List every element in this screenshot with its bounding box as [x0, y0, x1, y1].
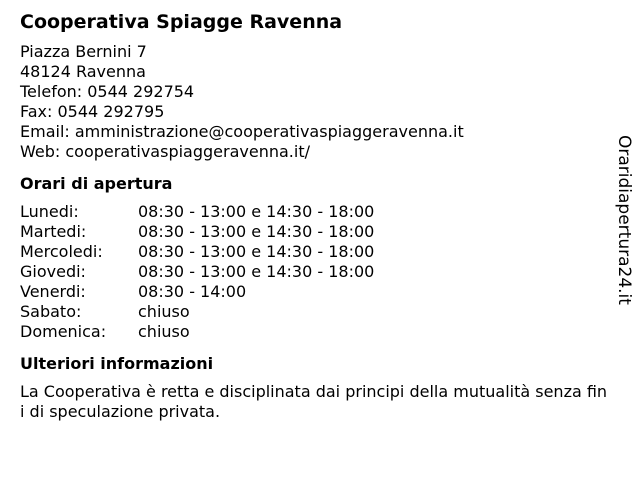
- hours-time: 08:30 - 14:00: [138, 282, 247, 301]
- contact-block: [20, 42, 610, 162]
- address-line-2: 48124 Ravenna: [20, 62, 146, 81]
- hours-day: Lunedi:: [20, 202, 79, 221]
- hours-day: Giovedi:: [20, 262, 86, 281]
- hours-day: Mercoledi:: [20, 242, 103, 261]
- hours-time: chiuso: [138, 322, 190, 341]
- hours-row: [20, 222, 610, 242]
- hours-row: [20, 302, 610, 322]
- email-text: Email: amministrazione@cooperativaspiaggeravenna.it: [20, 122, 464, 141]
- hours-time: 08:30 - 13:00 e 14:30 - 18:00: [138, 262, 375, 281]
- hours-day: Sabato:: [20, 302, 82, 321]
- info-text: La Cooperativa è retta e disciplinata dai principi della mutualità senza fini di speculazione privata.: [20, 382, 608, 421]
- hours-day: Domenica:: [20, 322, 107, 341]
- hours-row: [20, 202, 610, 222]
- hours-time: 08:30 - 13:00 e 14:30 - 18:00: [138, 242, 375, 261]
- hours-day: Venerdi:: [20, 282, 86, 301]
- hours-row: [20, 242, 610, 262]
- hours-time: chiuso: [138, 302, 190, 321]
- hours-time: 08:30 - 13:00 e 14:30 - 18:00: [138, 222, 375, 241]
- watermark-text: Oraridiapertura24.it: [614, 135, 634, 305]
- fax-text: Fax: 0544 292795: [20, 102, 165, 121]
- business-card: [20, 10, 610, 422]
- business-name: Cooperativa Spiagge Ravenna: [20, 11, 343, 33]
- web-text: Web: cooperativaspiaggeravenna.it/: [20, 142, 310, 161]
- hours-day: Martedi:: [20, 222, 87, 241]
- address-line-1: Piazza Bernini 7: [20, 42, 147, 61]
- hours-time: 08:30 - 13:00 e 14:30 - 18:00: [138, 202, 375, 221]
- hours-heading: Orari di apertura: [20, 174, 173, 193]
- hours-table: [20, 202, 610, 342]
- hours-row: [20, 262, 610, 282]
- hours-row: [20, 322, 610, 342]
- hours-row: [20, 282, 610, 302]
- info-heading: Ulteriori informazioni: [20, 354, 214, 373]
- phone-text: Telefon: 0544 292754: [20, 82, 195, 101]
